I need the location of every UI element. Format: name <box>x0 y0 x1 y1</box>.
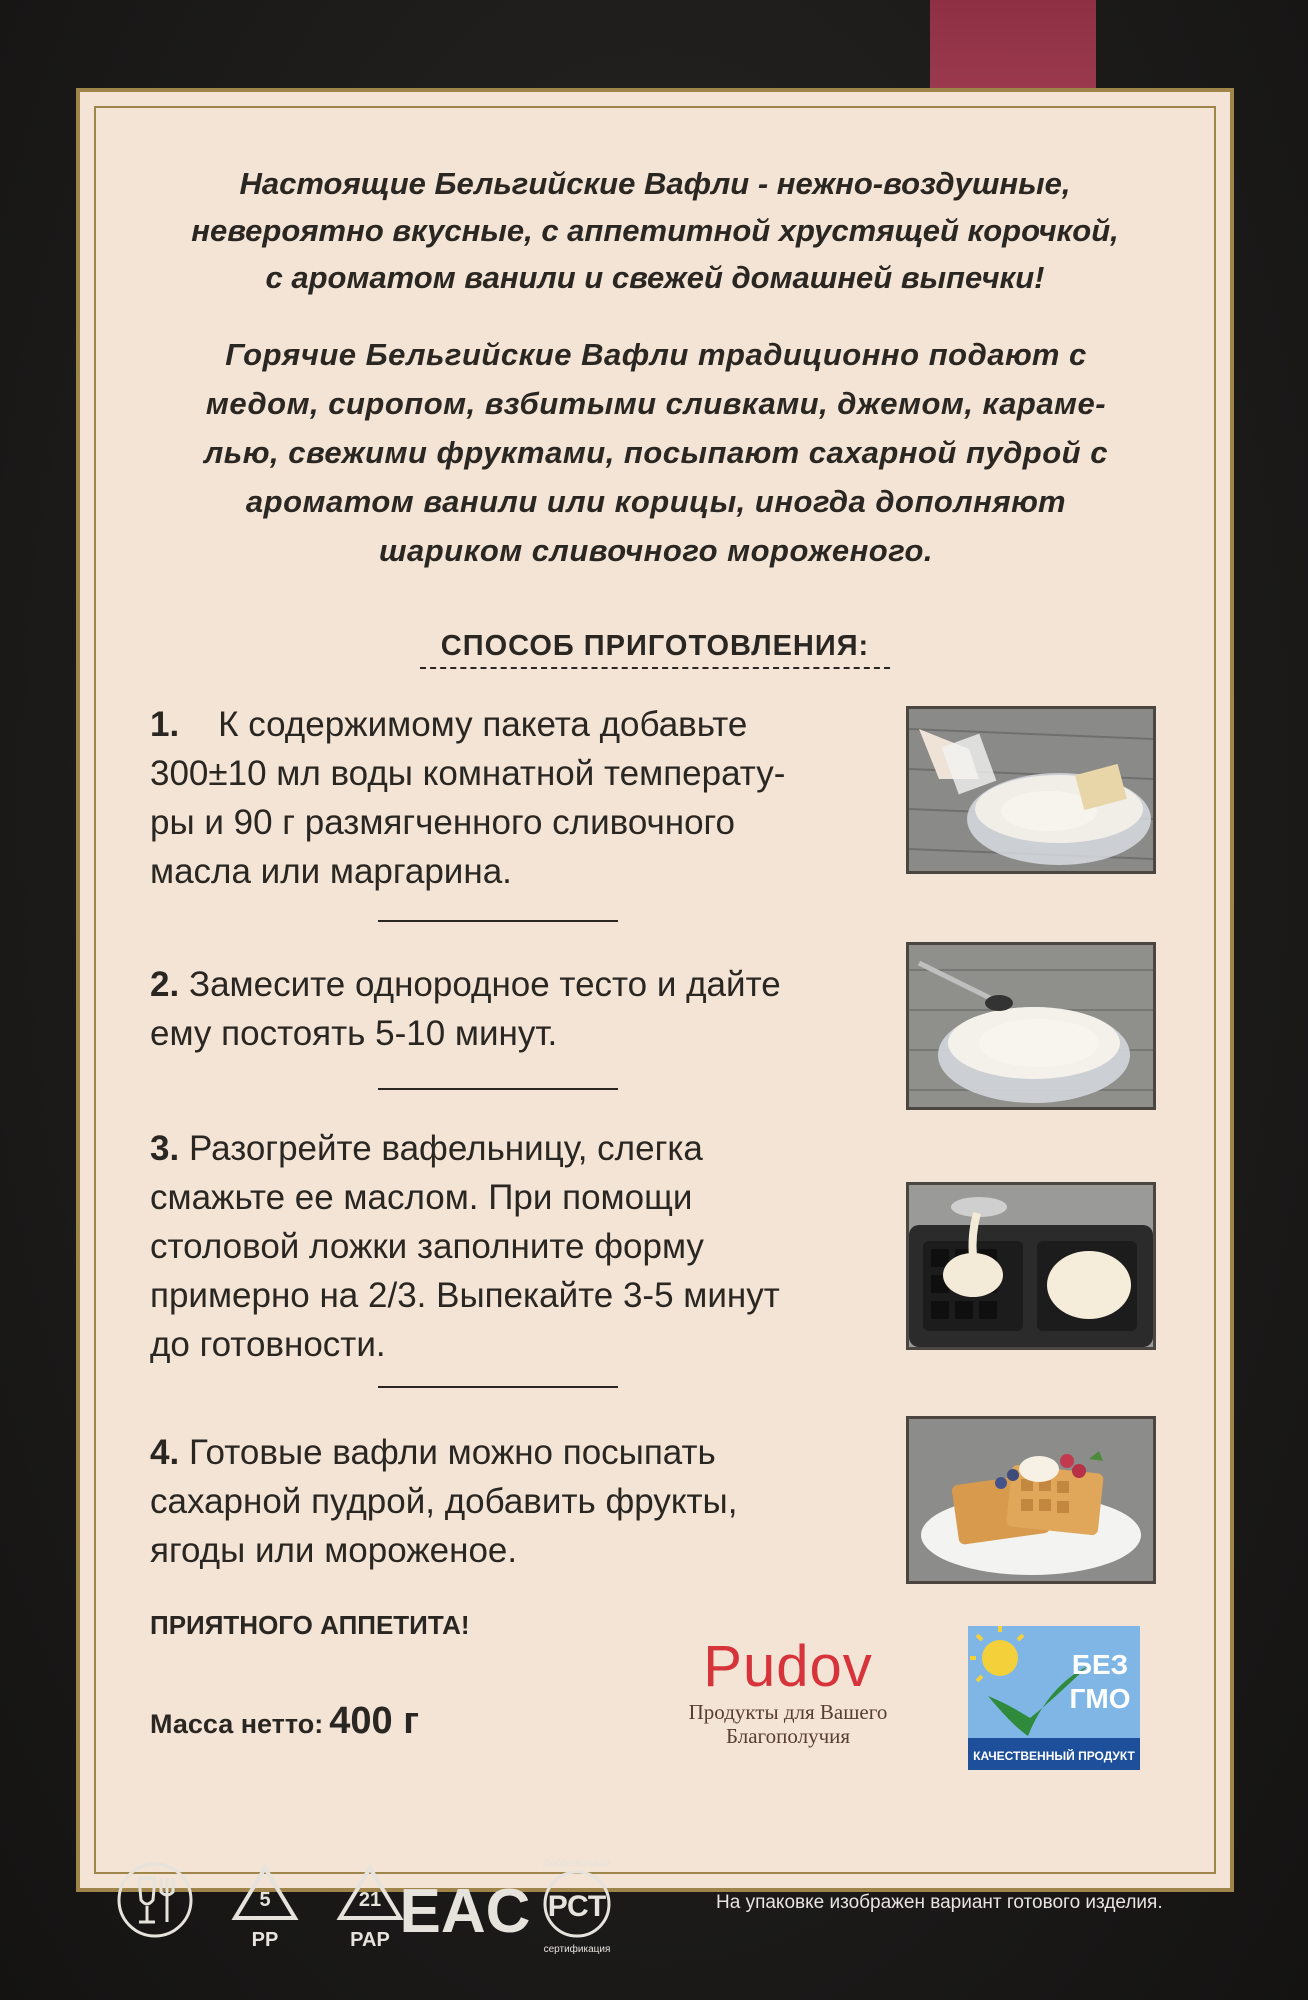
step-2-photo <box>906 942 1156 1110</box>
step-number: 3. <box>150 1129 180 1168</box>
recycle-pap-icon <box>340 1868 400 1951</box>
step-divider <box>378 1088 618 1090</box>
gmo-footer: КАЧЕСТВЕННЫЙ ПРОДУКТ <box>973 1749 1135 1763</box>
step-line: примерно на 2/3. Выпекайте 3-5 минут <box>150 1276 780 1315</box>
bon-appetit-text: ПРИЯТНОГО АППЕТИТА! <box>150 1610 470 1640</box>
step-1-photo <box>906 706 1156 874</box>
step-line: смажьте ее маслом. При помощи <box>150 1178 693 1217</box>
net-weight-label: Масса нетто: <box>150 1709 324 1739</box>
step-3 <box>150 1124 870 1369</box>
step-number: 4. <box>150 1433 180 1472</box>
step-divider <box>378 920 618 922</box>
gmo-free-badge <box>968 1626 1140 1770</box>
step-line: Разогрейте вафельницу, слегка <box>188 1129 703 1168</box>
step-line: Замесите однородное тесто и дайте <box>188 965 781 1004</box>
svg-text:Добровольная: Добровольная <box>543 1858 611 1869</box>
svg-text:PAP: PAP <box>350 1929 390 1951</box>
serving-line: лью, свежими фруктами, посыпают сахарной пудрой с <box>204 435 1108 470</box>
step-line: Готовые вафли можно посыпать <box>188 1433 716 1472</box>
net-weight <box>150 1700 419 1743</box>
svg-text:EAC: EAC <box>399 1877 531 1946</box>
step-number: 1. <box>150 705 180 744</box>
intro-line: невероятно вкусные, с аппетитной хрустящей корочкой, <box>191 213 1119 248</box>
step-line: ры и 90 г размягченного сливочного <box>150 803 736 842</box>
svg-text:РСТ: РСТ <box>547 1890 607 1923</box>
brand-tagline: Продукты для Вашего <box>688 1700 888 1724</box>
brand-tagline: Благополучия <box>725 1724 851 1748</box>
bottom-marks <box>115 1856 675 1956</box>
step-line: сахарной пудрой, добавить фрукты, <box>150 1482 738 1521</box>
serving-line: шариком сливочного мороженого. <box>378 533 934 568</box>
brand-name: Pudov <box>703 1634 873 1699</box>
svg-text:5: 5 <box>259 1889 271 1911</box>
intro-line: Настоящие Бельгийские Вафли - нежно-воздушные, <box>239 166 1071 201</box>
serving-line: Горячие Бельгийские Вафли традиционно подают с <box>225 337 1087 372</box>
step-line: ему постоять 5-10 минут. <box>150 1014 558 1053</box>
recycle-pp-icon <box>235 1868 295 1951</box>
serving-text <box>148 330 1164 575</box>
intro-text <box>120 160 1190 301</box>
step-line: ягоды или мороженое. <box>150 1531 518 1570</box>
box-flap-tab <box>930 0 1096 92</box>
image-disclaimer: На упаковке изображен вариант готового изделия. <box>716 1892 1163 1913</box>
step-4 <box>150 1428 870 1575</box>
step-divider <box>378 1386 618 1388</box>
net-weight-value: 400 г <box>329 1700 420 1742</box>
step-line: до готовности. <box>150 1325 386 1364</box>
step-line: масла или маргарина. <box>150 852 512 891</box>
step-line: столовой ложки заполните форму <box>150 1227 704 1266</box>
step-2 <box>150 960 870 1058</box>
brand-logo <box>668 1634 908 1748</box>
serving-line: медом, сиропом, взбитыми сливками, джемом, караме- <box>205 386 1107 421</box>
food-safe-icon <box>119 1864 191 1936</box>
gmo-line2: ГМО <box>1069 1683 1131 1714</box>
rst-mark-icon <box>543 1857 610 1955</box>
svg-text:сертификация: сертификация <box>543 1944 611 1955</box>
step-1 <box>150 700 870 896</box>
step-line: 300±10 мл воды комнатной температу- <box>150 754 786 793</box>
serving-line: ароматом ванили или корицы, иногда дополняют <box>245 484 1067 519</box>
gmo-line1: БЕЗ <box>1071 1649 1129 1680</box>
eac-mark-icon <box>400 1877 531 1946</box>
intro-line: с ароматом ванили и свежей домашней выпечки! <box>265 260 1045 295</box>
step-line: К содержимому пакета добавьте <box>218 705 748 744</box>
step-number: 2. <box>150 965 180 1004</box>
step-3-photo <box>906 1182 1156 1350</box>
svg-text:21: 21 <box>358 1889 382 1911</box>
svg-text:PP: PP <box>251 1929 279 1951</box>
step-4-photo <box>906 1416 1156 1584</box>
method-title: СПОСОБ ПРИГОТОВЛЕНИЯ: <box>420 630 890 669</box>
